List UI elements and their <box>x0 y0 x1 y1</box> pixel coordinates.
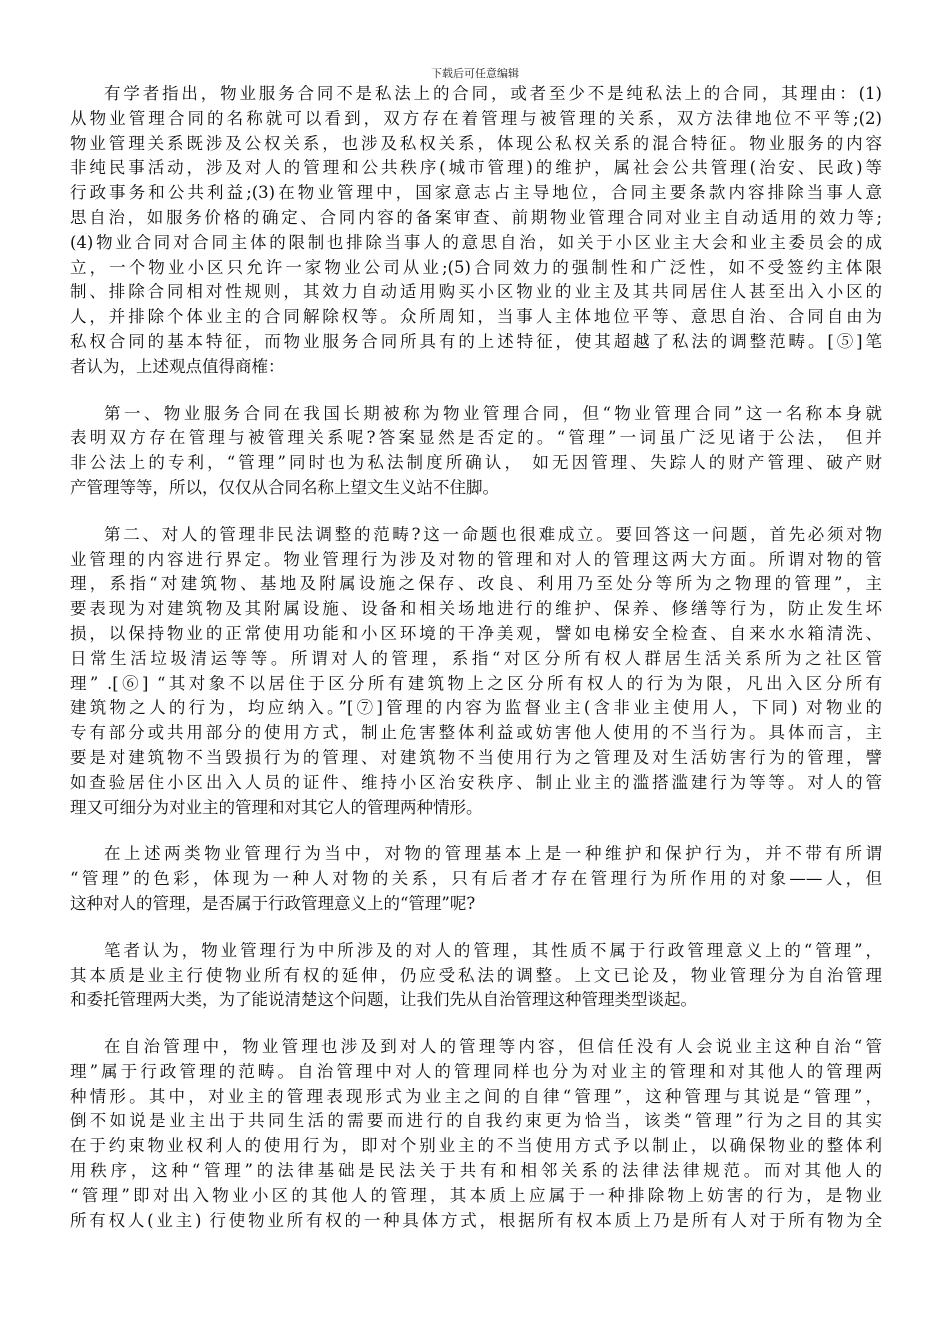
paragraph-5 <box>70 939 882 1013</box>
text-line: 和委托管理两大类，为了能说清楚这个问题，让我们先从自治管理这种管理类型谈起。 <box>70 990 697 1010</box>
text-line: 产管理等等，所以，仅仅从合同名称上望文生义站不住脚。 <box>70 477 499 497</box>
text-line: 理，系指“对建筑物、基地及附属设施之保存、改良、利用乃至处分等所为之物理的管理”，主 <box>70 574 882 594</box>
paragraph-3 <box>70 523 882 821</box>
text-line: 如查验居住小区出入人员的证件、维持小区治安秩序、制止业主的滥搭滥建行为等等。对人的管 <box>70 772 882 792</box>
text-line: 行政事务和公共利益;(3)在物业管理中，国家意志占主导地位，合同主要条款内容排除当事人意 <box>70 183 882 203</box>
paragraph-6 <box>70 1035 882 1233</box>
text-line: 专有部分或共用部分的使用方式，制止危害整体利益或妨害他人使用的不当行为。具体而言，主 <box>70 723 882 743</box>
text-line: 建筑物之人的行为，均应纳入。”[⑦]管理的内容为监督业主(含非业主使用人，下同) 对物业的 <box>70 698 882 718</box>
text-line: 所有权人(业主) 行使物业所有权的一种具体方式，根据所有权本质上乃是所有人对于所有物为全 <box>70 1210 882 1230</box>
text-line: (4)物业合同对合同主体的限制也排除当事人的意思自治，如关于小区业主大会和业主委员会的成 <box>70 232 882 252</box>
text-line: 非纯民事活动，涉及对人的管理和公共秩序(城市管理)的维护，属社会公共管理(治安、民政)等 <box>70 158 882 178</box>
text-line: 私权合同的基本特征，而物业服务合同所具有的上述特征，使其超越了私法的调整范畴。[⑤]笔 <box>70 331 882 351</box>
text-line: 者认为，上述观点值得商榷： <box>70 356 285 376</box>
text-line: 理又可细分为对业主的管理和对其它人的管理两种情形。 <box>70 797 483 817</box>
text-line: 其本质是业主行使物业所有权的延伸，仍应受私法的调整。上文已论及，物业管理分为自治管理 <box>70 965 882 985</box>
text-line: 在上述两类物业管理行为当中，对物的管理基本上是一种维护和保护行为，并不带有所谓 <box>104 844 882 864</box>
text-line: 用秩序，这种“管理”的法律基础是民法关于共有和相邻关系的法律法律规范。而对其他人的 <box>70 1161 882 1181</box>
paragraph-4 <box>70 842 882 916</box>
text-line: “管理”的色彩，体现为一种人对物的关系，只有后者才存在管理行为所作用的对象——人，但 <box>70 869 882 889</box>
text-line: 第一、物业服务合同在我国长期被称为物业管理合同，但“物业管理合同”这一名称本身就 <box>104 403 882 423</box>
text-line: 有学者指出，物业服务合同不是私法上的合同，或者至少不是纯私法上的合同，其理由：(1) <box>104 84 882 103</box>
text-line: 要是对建筑物不当毁损行为的管理、对建筑物不当使用行为之管理及对生活妨害行为的管理，譬 <box>70 747 882 767</box>
text-line: 在于约束物业权利人的使用行为，即对个别业主的不当使用方式予以制止，以确保物业的整体利 <box>70 1136 882 1156</box>
text-line: 业管理的内容进行界定。物业管理行为涉及对物的管理和对人的管理这两大方面。所谓对物的管 <box>70 549 882 569</box>
text-line: 种情形。其中，对业主的管理表现形式为业主之间的自律“管理”，这种管理与其说是“管理”， <box>70 1086 882 1106</box>
text-line: 损，以保持物业的正常使用功能和小区环境的干净美观，譬如电梯安全检查、自来水水箱清洗、 <box>70 623 882 643</box>
paragraph-1 <box>70 82 882 380</box>
text-line: 制、排除合同相对性规则，其效力自动适用购买小区物业的业主及其共同居住人甚至出入小区的 <box>70 282 882 302</box>
text-line: 这种对人的管理，是否属于行政管理意义上的“管理”呢? <box>70 893 476 913</box>
text-line: 立，一个物业小区只允许一家物业公司从业;(5)合同效力的强制性和广泛性，如不受签约主体限 <box>70 257 882 277</box>
paragraph-2 <box>70 402 882 501</box>
header-note: 下载后可任意编辑 <box>431 67 519 80</box>
text-line: 在自治管理中，物业管理也涉及到对人的管理等内容，但信任没有人会说业主这种自治“管 <box>104 1037 882 1057</box>
text-line: 人，并排除个体业主的合同解除权等。众所周知，当事人主体地位平等、意思自治、合同自由为 <box>70 307 882 327</box>
text-line: 非公法上的专利，“管理”同时也为私法制度所确认， 如无因管理、失踪人的财产管理、破产财 <box>70 453 882 473</box>
text-line: 思自治，如服务价格的确定、合同内容的备案审查、前期物业管理合同对业主自动适用的效力等; <box>70 207 882 227</box>
text-line: 理”属于行政管理的范畴。自治管理中对人的管理同样也分为对业主的管理和对其他人的管理两 <box>70 1061 882 1081</box>
text-line: 表明双方存在管理与被管理关系呢?答案显然是否定的。“管理”一词虽广泛见诸于公法， 但并 <box>70 428 882 448</box>
text-line: 日常生活垃圾清运等等。所谓对人的管理，系指“对区分所有权人群居生活关系所为之社区管 <box>70 648 882 668</box>
text-line: “管理”即对出入物业小区的其他人的管理，其本质上应属于一种排除物上妨害的行为，是物业 <box>70 1185 882 1205</box>
text-line: 物业管理关系既涉及公权关系，也涉及私权关系，体现公私权关系的混合特征。物业服务的内容 <box>70 133 882 153</box>
text-line: 要表现为对建筑物及其附属设施、设备和相关场地进行的维护、保养、修缮等行为，防止发生坏 <box>70 599 882 619</box>
document-body <box>70 82 882 1255</box>
text-line: 从物业管理合同的名称就可以看到，双方存在着管理与被管理的关系，双方法律地位不平等;(2) <box>70 108 882 128</box>
text-line: 第二、对人的管理非民法调整的范畴?这一命题也很难成立。要回答这一问题，首先必须对物 <box>104 524 882 544</box>
text-line: 理” .[⑥] “其对象不以居住于区分所有建筑物上之区分所有权人的行为为限，凡出入区分所有 <box>70 673 882 693</box>
text-line: 倒不如说是业主出于共同生活的需要而进行的自我约束更为恰当，该类“管理”行为之目的其实 <box>70 1111 882 1131</box>
text-line: 笔者认为，物业管理行为中所涉及的对人的管理，其性质不属于行政管理意义上的“管理”， <box>104 940 882 960</box>
